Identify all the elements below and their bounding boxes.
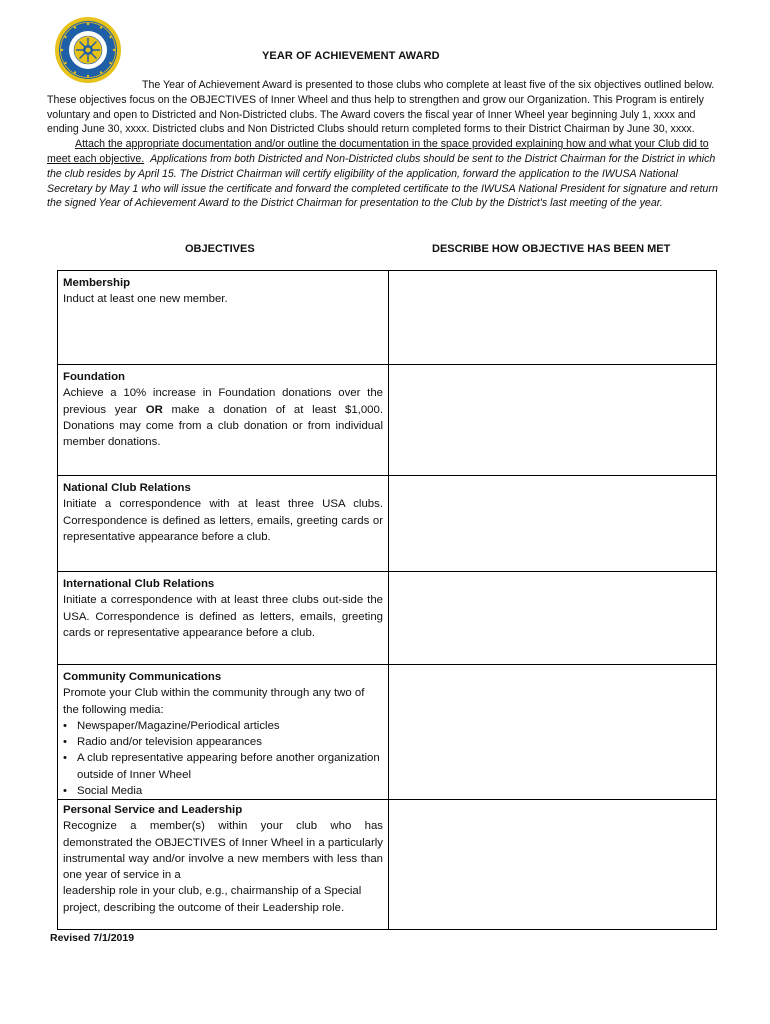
objective-cell [58,476,389,571]
objective-cell [58,800,389,929]
intro-paragraph-2 [47,137,723,211]
response-field-international-club-relations[interactable] [389,572,716,664]
objective-text: Recognize a member(s) within your club who has demonstrated the OBJECTIVES of Inner Wheel in a particularly instrumental way and/or involve a new members with less than one year of service in a [63,820,383,882]
objective-text-emphasis: OR [145,403,163,416]
inner-wheel-logo-icon [54,16,122,84]
table-row [58,664,716,799]
table-row [58,475,716,571]
intro-text [47,78,723,211]
response-field-membership[interactable] [389,271,716,364]
objectives-column-header: OBJECTIVES [185,243,255,255]
objective-text-part: make a donation of at least $1,000. Donations may come from a club donation or from individual member donations. [63,403,383,449]
media-list [63,718,383,799]
objective-title: Community Communications [63,671,222,683]
response-field-personal-service-leadership[interactable] [389,800,716,929]
intro-instructions: Attach the appropriate documentation and/or outline the documentation in the space provided explaining how and what your Club did to meet each objective. [47,138,709,165]
objective-title: Foundation [63,371,125,383]
objective-cell [58,665,389,799]
intro-paragraph-1: The Year of Achievement Award is presented to those clubs who complete at least five of the six objectives outlined below. These objectives focus on the OBJECTIVES of Inner Wheel and thus help to strengthen and grow our Organization. This Program is entirely voluntary and open to Districted and Non-Districted clubs. The Award covers the fiscal year of Inner Wheel year beginning July 1, xxxx and ending June 30, xxxx. Districted clubs and Non Districted Clubs should return completed forms to their District Chairman by June 30, xxxx. [47,79,715,136]
objective-text: Induct at least one new member. [63,293,228,306]
objective-cell [58,365,389,475]
list-item: • Radio and/or television appearances [63,734,383,750]
objective-title: Membership [63,277,131,289]
response-field-national-club-relations[interactable] [389,476,716,571]
table-row [58,799,716,929]
objective-text [63,385,383,450]
objective-cell [58,271,389,364]
objective-title: National Club Relations [63,482,191,494]
objective-text: leadership role in your club, e.g., chairmanship of a Special project, describing the outcome of their Leadership role. [63,885,362,914]
objective-title: International Club Relations [63,578,215,590]
objective-cell [58,572,389,664]
list-item: • Newspaper/Magazine/Periodical articles [63,718,383,734]
list-item: • A club representative appearing before another organization outside of Inner Wheel [63,750,383,783]
table-row [58,364,716,475]
table-row [58,571,716,664]
objective-text: Initiate a correspondence with at least three clubs out-side the USA. Correspondence is defined as letters, emails, greeting cards or representative appearance before a club. [63,594,383,639]
list-item: • Social Media [63,783,383,799]
objective-title: Personal Service and Leadership [63,804,243,816]
response-field-community-communications[interactable] [389,665,716,799]
objective-text: Initiate a correspondence with at least three USA clubs. Correspondence is defined as letters, emails, greeting cards or representative appearance before a club. [63,498,383,543]
table-row [58,271,716,364]
response-field-foundation[interactable] [389,365,716,475]
objective-text-part: Achieve a 10% increase in Foundation donations over the previous year [63,387,383,416]
page-title: YEAR OF ACHIEVEMENT AWARD [262,50,440,62]
description-column-header: DESCRIBE HOW OBJECTIVE HAS BEEN MET [432,243,671,255]
objectives-table [57,270,717,930]
objective-text: Promote your Club within the community through any two of the following media: [63,687,365,716]
revision-date: Revised 7/1/2019 [50,932,135,944]
intro-submission-rules: Applications from both Districted and Non-Districted clubs should be sent to the District Chairman for the District in which the club resides by April 15. The District Chairman will certify eligibility of the application, forward the application to the IWUSA National Secretary by May 1 who will issue the certificate and forward the completed certificate to the IWUSA National President for signature and return the signed Year of Achievement Award to the District Chairman for presentation to the Club by the District's last meeting of the year. [47,152,718,210]
